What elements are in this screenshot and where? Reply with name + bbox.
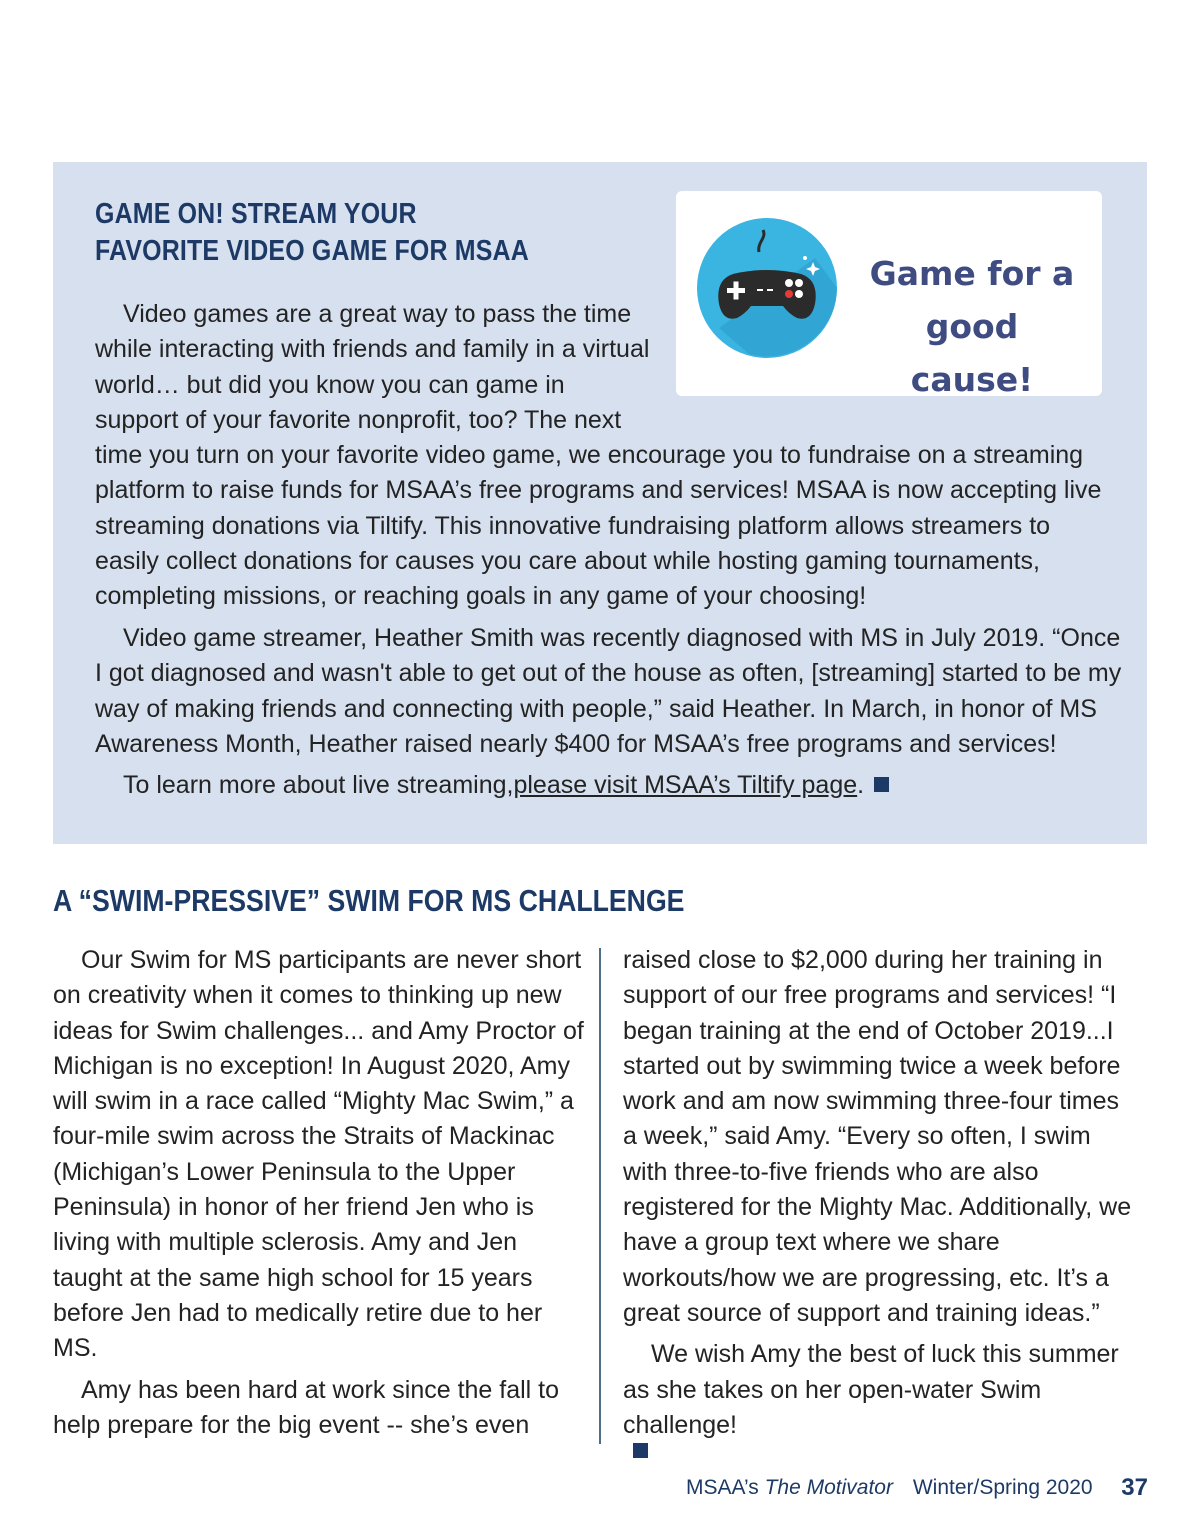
text-line: Video game streamer, Heather Smith was recently diagnosed with MS in July 2019. “Once (123, 624, 1121, 652)
sidebar-paragraph-1 (95, 297, 1125, 615)
text-line: To learn more about live streaming, (123, 771, 514, 799)
text-line: (Michigan’s Lower Peninsula to the Upper (53, 1157, 516, 1186)
sidebar-title-line-2: FAVORITE VIDEO GAME FOR MSAA (95, 235, 529, 267)
text-line: platform to raise funds for MSAA’s free programs and services! MSAA is now accepting live (95, 476, 1102, 505)
text-line: great source of support and training ideas.” (623, 1298, 1100, 1327)
end-of-article-mark (874, 777, 889, 792)
promo-caption-line-1: Game for a (869, 254, 1075, 293)
text-line: ideas for Swim challenges... and Amy Proctor of (53, 1016, 584, 1045)
text-line: world… but did you know you can game in (95, 370, 565, 399)
text-line: while interacting with friends and family in a virtual (95, 335, 650, 364)
article-left-column (53, 943, 583, 1443)
text-line: will swim in a race called “Mighty Mac Swim,” a (53, 1087, 574, 1116)
text-line: registered for the Mighty Mac. Additionally, we (623, 1193, 1132, 1222)
end-of-article-mark (633, 1443, 648, 1458)
text-line: with three-to-five friends who are also (623, 1157, 1039, 1186)
text-line: Awareness Month, Heather raised nearly $400 for MSAA’s free programs and services! (95, 729, 1057, 758)
text-line: help prepare for the big event -- she’s even (53, 1410, 530, 1439)
promo-caption-line-2: good cause! (910, 307, 1034, 399)
text-line: living with multiple sclerosis. Amy and Jen (53, 1228, 518, 1257)
text-line: workouts/how we are progressing, etc. It’s a (623, 1263, 1109, 1292)
text-line: taught at the same high school for 15 years (53, 1263, 533, 1292)
text-line: easily collect donations for causes you care about while hosting gaming tournaments, (95, 547, 1040, 576)
text-line: Peninsula) in honor of her friend Jen who is (53, 1193, 534, 1222)
text-line: MS. (53, 1334, 98, 1363)
text-line: . (857, 771, 865, 799)
text-line: completing missions, or reaching goals in any game of your choosing! (95, 582, 867, 611)
text-line: as she takes on her open-water Swim (623, 1375, 1042, 1404)
sidebar-title-line-1: GAME ON! STREAM YOUR (95, 198, 417, 230)
sidebar-title (95, 196, 577, 270)
sidebar-paragraph-3 (95, 768, 1125, 803)
text-line: We wish Amy the best of luck this summer (651, 1340, 1119, 1369)
text-line: I got diagnosed and wasn't able to get out of the house as often, [streaming] started to be my (95, 659, 1122, 688)
text-line: Michigan is no exception! In August 2020, Amy (53, 1051, 570, 1080)
text-line (623, 1408, 1153, 1458)
text-line: Amy has been hard at work since the fall to (81, 1375, 560, 1404)
text-line: four-mile swim across the Straits of Mackinac (53, 1122, 555, 1151)
page-footer (686, 1476, 1148, 1508)
tiltify-page-link[interactable]: please visit MSAA’s Tiltify page (513, 771, 858, 799)
footer-publisher: MSAA’s (686, 1476, 759, 1499)
column-divider (599, 948, 601, 1444)
page-number: 37 (1121, 1474, 1148, 1501)
footer-magazine-title: The Motivator (764, 1476, 893, 1499)
text-line: support of your favorite nonprofit, too? The next (95, 405, 622, 434)
text-line: streaming donations via Tiltify. This innovative fundraising platform allows streamers to (95, 511, 1051, 540)
article-right-column (623, 943, 1153, 1458)
text-line: on creativity when it comes to thinking up new (53, 981, 562, 1010)
sidebar-paragraph-2 (95, 621, 1125, 762)
text-line: support of our free programs and services! “I (623, 981, 1117, 1010)
footer-issue: Winter/Spring 2020 (912, 1476, 1093, 1499)
article-title: A “SWIM-PRESSIVE” SWIM FOR MS CHALLENGE (53, 883, 685, 918)
text-line: Video games are a great way to pass the time (123, 300, 632, 328)
text-line: started out by swimming twice a week before (623, 1051, 1121, 1080)
text-line: began training at the end of October 2019...I (623, 1016, 1114, 1045)
text-line: way of making friends and connecting with people,” said Heather. In March, in honor of MS (95, 694, 1097, 723)
text-line: have a group text where we share (623, 1228, 1000, 1257)
text-line: time you turn on your favorite video game, we encourage you to fundraise on a streaming (95, 441, 1084, 470)
text-line: Our Swim for MS participants are never short (81, 946, 582, 974)
text-line: before Jen had to medically retire due to her (53, 1298, 543, 1327)
text-line: raised close to $2,000 during her training in (623, 946, 1103, 974)
closing-text: challenge! (623, 1410, 737, 1439)
text-line: work and am now swimming three-four times (623, 1087, 1119, 1116)
text-line: a week,” said Amy. “Every so often, I swim (623, 1122, 1091, 1151)
